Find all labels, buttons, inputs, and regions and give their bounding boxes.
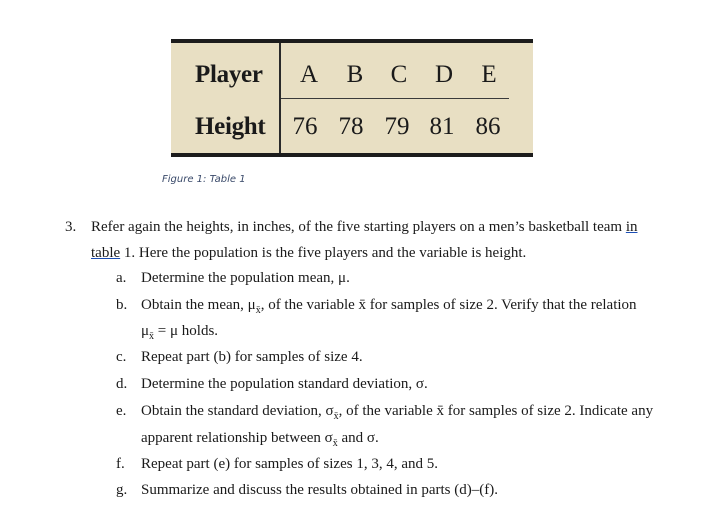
- part-letter: a.: [116, 270, 127, 286]
- part-text: Determine the population standard deviation, σ.: [141, 376, 428, 392]
- table-data-row: [171, 103, 533, 155]
- part-letter: d.: [116, 376, 128, 392]
- player-cell: E: [481, 61, 497, 88]
- height-cell: 86: [475, 113, 501, 140]
- question-number: 3.: [65, 219, 77, 235]
- player-cell: A: [299, 61, 319, 88]
- table-link[interactable]: table: [91, 245, 121, 261]
- table-rule: [281, 98, 509, 99]
- question-text: Refer again the heights, in inches, of the five starting players on a men’s basketball team: [91, 219, 626, 235]
- table-link[interactable]: in: [625, 219, 638, 235]
- table-header-row: [171, 51, 533, 103]
- part-text: Summarize and discuss the results obtained in parts (d)–(f).: [141, 482, 498, 498]
- player-cell: C: [390, 61, 408, 88]
- figure-caption: Figure 1: Table 1: [162, 174, 246, 185]
- question-line-1: [91, 218, 638, 236]
- part-letter: e.: [116, 403, 127, 419]
- question-line-2: [91, 244, 526, 262]
- player-cell: B: [346, 61, 364, 88]
- data-table: [171, 39, 533, 157]
- part-text: Determine the population mean, μ.: [141, 270, 350, 286]
- part-text: Obtain the mean, $\mu_{x̄}$, of the variable x̄ for samples of size 2. Verify that the relation: [141, 297, 637, 316]
- part-letter: f.: [116, 456, 125, 472]
- height-label: Height: [195, 113, 266, 140]
- part-text: Repeat part (b) for samples of size 4.: [141, 349, 363, 365]
- height-cell: 78: [338, 113, 364, 140]
- part-text: Repeat part (e) for samples of sizes 1, 3, 4, and 5.: [141, 456, 438, 472]
- question-text: 1. Here the population is the five players and the variable is height.: [120, 245, 527, 261]
- player-label: Player: [195, 61, 263, 88]
- part-text: apparent relationship between $\sigma_{x̄}$ and σ.: [141, 430, 379, 449]
- part-text: Obtain the standard deviation, $\sigma_{x̄}$, of the variable x̄ for samples of size 2. Indicate any: [141, 403, 654, 422]
- part-text: $\mu_{x̄} = \mu$ holds.: [141, 323, 219, 342]
- player-cell: D: [434, 61, 454, 88]
- part-letter: g.: [116, 482, 128, 498]
- height-cell: 79: [384, 113, 410, 140]
- height-cell: 81: [429, 113, 455, 140]
- height-cell: 76: [292, 113, 318, 140]
- part-letter: c.: [116, 349, 127, 365]
- part-letter: b.: [116, 297, 128, 313]
